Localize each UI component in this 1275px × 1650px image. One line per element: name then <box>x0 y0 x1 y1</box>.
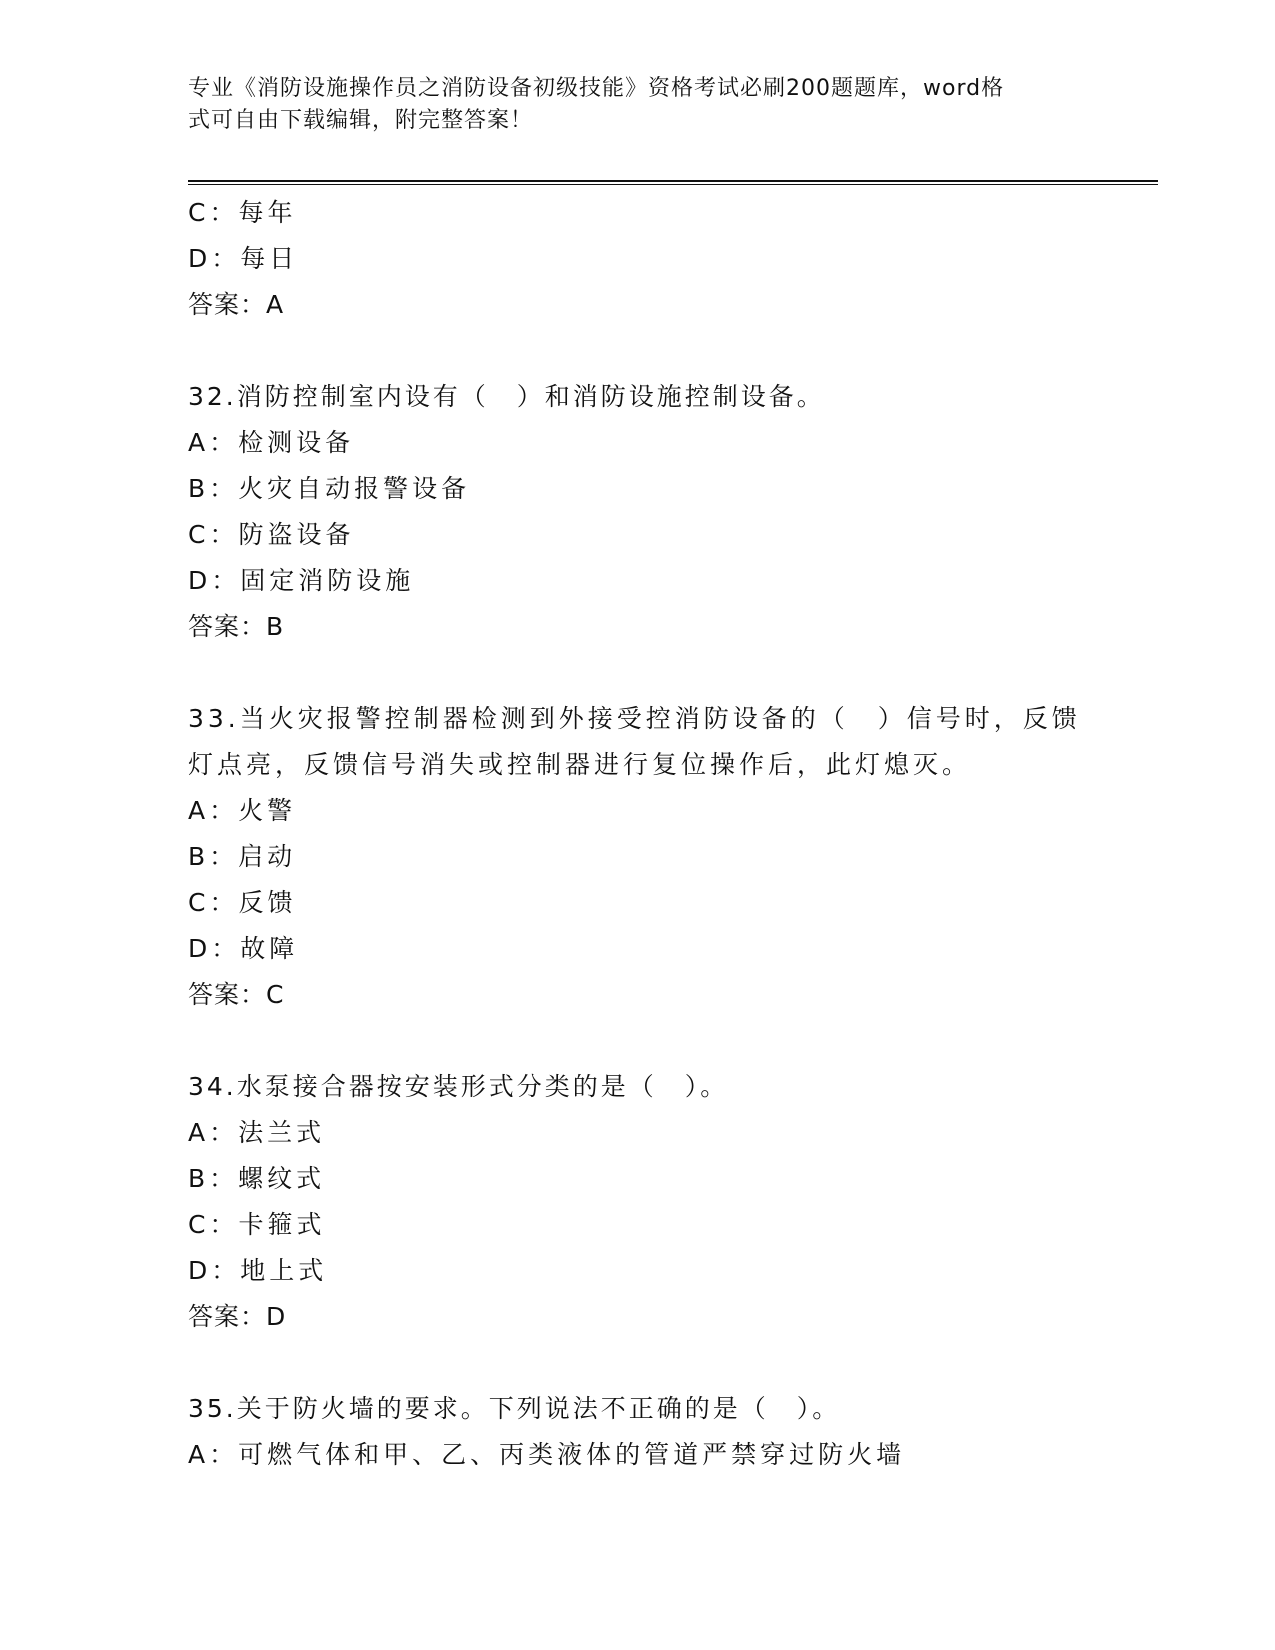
option-c: C：每年 <box>188 198 297 227</box>
option-d: D：故障 <box>188 934 299 963</box>
spacer <box>188 328 1088 374</box>
answer: 答案：B <box>188 612 285 641</box>
option-d: D：地上式 <box>188 1256 328 1285</box>
header-line-2: 式可自由下载编辑，附完整答案！ <box>188 108 534 133</box>
option-a: A：可燃气体和甲、乙、丙类液体的管道严禁穿过防火墙 <box>188 1440 906 1469</box>
question-stem-line-2: 灯点亮，反馈信号消失或控制器进行复位操作后，此灯熄灭。 <box>188 750 972 779</box>
header-divider-thick <box>188 180 1158 182</box>
question-33 <box>188 696 1088 1018</box>
question-stem: 35.关于防火墙的要求。下列说法不正确的是（ ）。 <box>188 1394 841 1423</box>
option-b: B：火灾自动报警设备 <box>188 474 471 503</box>
option-b: B：螺纹式 <box>188 1164 326 1193</box>
answer: 答案：D <box>188 1302 287 1331</box>
question-35 <box>188 1386 1088 1478</box>
option-d: D：固定消防设施 <box>188 566 415 595</box>
option-a: A：检测设备 <box>188 428 355 457</box>
document-header <box>188 73 1068 137</box>
option-b: B：启动 <box>188 842 297 871</box>
header-divider-thin <box>188 184 1158 185</box>
question-32 <box>188 374 1088 650</box>
option-c: C：反馈 <box>188 888 297 917</box>
option-d: D：每日 <box>188 244 299 273</box>
answer: 答案：C <box>188 980 285 1009</box>
answer: 答案：A <box>188 290 285 319</box>
spacer <box>188 1018 1088 1064</box>
question-list <box>188 190 1088 1478</box>
question-stem: 34.水泵接合器按安装形式分类的是（ ）。 <box>188 1072 729 1101</box>
question-31-tail <box>188 190 1088 328</box>
spacer <box>188 650 1088 696</box>
option-a: A：法兰式 <box>188 1118 326 1147</box>
question-stem-line-1: 33.当火灾报警控制器检测到外接受控消防设备的（ ）信号时，反馈 <box>188 704 1081 733</box>
header-line-1: 专业《消防设施操作员之消防设备初级技能》资格考试必刷200题题库，word格 <box>188 76 1005 101</box>
option-c: C：卡箍式 <box>188 1210 326 1239</box>
spacer <box>188 1340 1088 1386</box>
question-stem: 32.消防控制室内设有（ ）和消防设施控制设备。 <box>188 382 825 411</box>
option-a: A：火警 <box>188 796 297 825</box>
question-34 <box>188 1064 1088 1340</box>
option-c: C：防盗设备 <box>188 520 355 549</box>
